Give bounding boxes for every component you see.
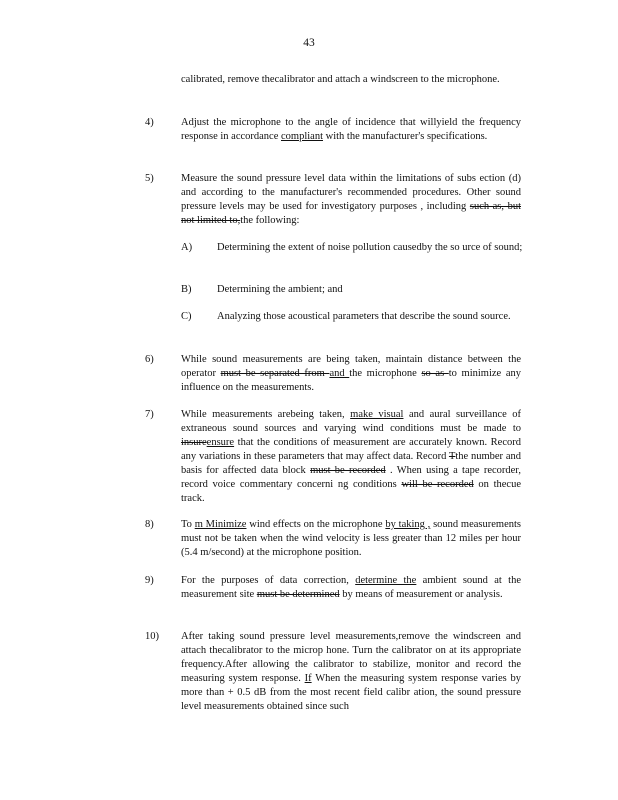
item-7-text-3: that the conditions of measurement are accurately known. Record any variations in these parameters that may affect data. Record bbox=[181, 437, 521, 462]
item-8-insertion-2: by taking , bbox=[385, 519, 431, 530]
item-6-paragraph bbox=[181, 353, 521, 395]
item-7-text-4: the number and basis for affected data block bbox=[181, 451, 521, 476]
item-7-deletion-4: will be recorded bbox=[401, 479, 474, 490]
item-5b-paragraph bbox=[217, 283, 529, 297]
item-7-text-end: on thecue track. bbox=[181, 479, 521, 504]
item-4-number: 4) bbox=[145, 117, 154, 128]
item-8-insertion: m Minimize bbox=[194, 519, 247, 530]
item-5-number: 5) bbox=[145, 173, 154, 184]
item-10-insertion: If bbox=[304, 673, 312, 684]
item-7-deletion-2: T bbox=[448, 451, 456, 462]
item-5c-text: Analyzing those acoustical parameters that describe the sound source. bbox=[217, 311, 511, 322]
item-4-insertion: compliant bbox=[281, 131, 323, 142]
item-10-text-end: When the measuring system response varies by more than + 0.5 dB from the most recent field calibr ation, the sound pressure level measurements obtained since such bbox=[181, 673, 521, 712]
item-5-paragraph bbox=[181, 172, 521, 228]
page-number: 43 bbox=[303, 37, 315, 49]
item-10-paragraph bbox=[181, 630, 521, 714]
item-6-deletion: must be separated from bbox=[220, 368, 330, 379]
item-8-text: To bbox=[181, 519, 195, 530]
item-7-paragraph bbox=[181, 408, 521, 506]
item-7-insertion-2: ensure bbox=[206, 437, 235, 448]
item-10-number: 10) bbox=[145, 631, 159, 642]
item-4-paragraph bbox=[181, 116, 521, 144]
item-8-text-2: wind effects on the microphone bbox=[246, 519, 386, 530]
item-5a-paragraph bbox=[217, 241, 529, 255]
item-9-text-2: ambient sound at the measurement site bbox=[181, 575, 521, 600]
item-5b-text: Determining the ambient; and bbox=[217, 284, 343, 295]
item-6-text-mid: the microphone bbox=[349, 368, 422, 379]
item-5c-number: C) bbox=[181, 311, 192, 322]
item-4-text: Adjust the microphone to the angle of incidence that willyield the frequency response in accordance bbox=[181, 117, 521, 142]
item-9-text: For the purposes of data correction, bbox=[181, 575, 356, 586]
intro-paragraph bbox=[181, 73, 521, 87]
item-5-text: Measure the sound pressure level data within the limitations of subs ection (d) and according to the manufacturer's recommended procedures. Other sound pressure levels may be used for investigatory purposes , including bbox=[181, 173, 521, 212]
item-5a-number: A) bbox=[181, 242, 193, 253]
item-6-deletion-2: so as bbox=[421, 368, 449, 379]
item-7-text: While measurements arebeing taken, bbox=[181, 409, 351, 420]
intro-text: calibrated, remove thecalibrator and attach a windscreen to the microphone. bbox=[181, 74, 500, 85]
item-5-deletion: such as, but not limited to, bbox=[181, 201, 521, 226]
item-7-text-2: and aural surveillance of extraneous sound sources and varying wind conditions must be made to bbox=[181, 409, 522, 434]
item-6-text-end: to minimize any influence on the measurements. bbox=[181, 368, 521, 393]
item-6-number: 6) bbox=[145, 354, 154, 365]
item-8-number: 8) bbox=[145, 519, 154, 530]
item-6-text: While sound measurements are being taken, maintain distance between the operator bbox=[181, 354, 521, 379]
item-4-text-end: with the manufacturer's specifications. bbox=[323, 131, 488, 142]
item-7-number: 7) bbox=[145, 409, 154, 420]
item-5a-text: Determining the extent of noise pollution causedby the so urce of sound; bbox=[217, 242, 523, 253]
item-7-text-5: . When using a tape recorder, record voice commentary concerni ng conditions bbox=[181, 465, 521, 490]
item-7-deletion: insure bbox=[181, 437, 207, 448]
item-9-paragraph bbox=[181, 574, 521, 602]
item-5b-number: B) bbox=[181, 284, 192, 295]
item-10-text: After taking sound pressure level measurements,remove the windscreen and attach thecalibrator to the microp hone. Turn the calibrator on at its appropriate frequency.After allowing the calibrator to stabilize, monitor and record the measuring system response. bbox=[181, 631, 521, 684]
item-9-text-end: by means of measurement or analysis. bbox=[339, 589, 503, 600]
item-8-paragraph bbox=[181, 518, 521, 560]
item-9-insertion: determine the bbox=[355, 575, 417, 586]
item-7-insertion: make visual bbox=[350, 409, 404, 420]
item-9-number: 9) bbox=[145, 575, 154, 586]
item-5c-paragraph bbox=[217, 310, 529, 324]
item-5-text-end: the following: bbox=[240, 215, 300, 226]
item-9-deletion: must be determined bbox=[256, 589, 340, 600]
item-7-deletion-3: must be recorded bbox=[310, 465, 386, 476]
item-8-text-end: sound measurements must not be taken when the wind velocity is less greater than 12 miles per hour (5.4 m/second) at the microphone position. bbox=[181, 519, 521, 558]
item-6-insertion: and bbox=[329, 368, 350, 379]
